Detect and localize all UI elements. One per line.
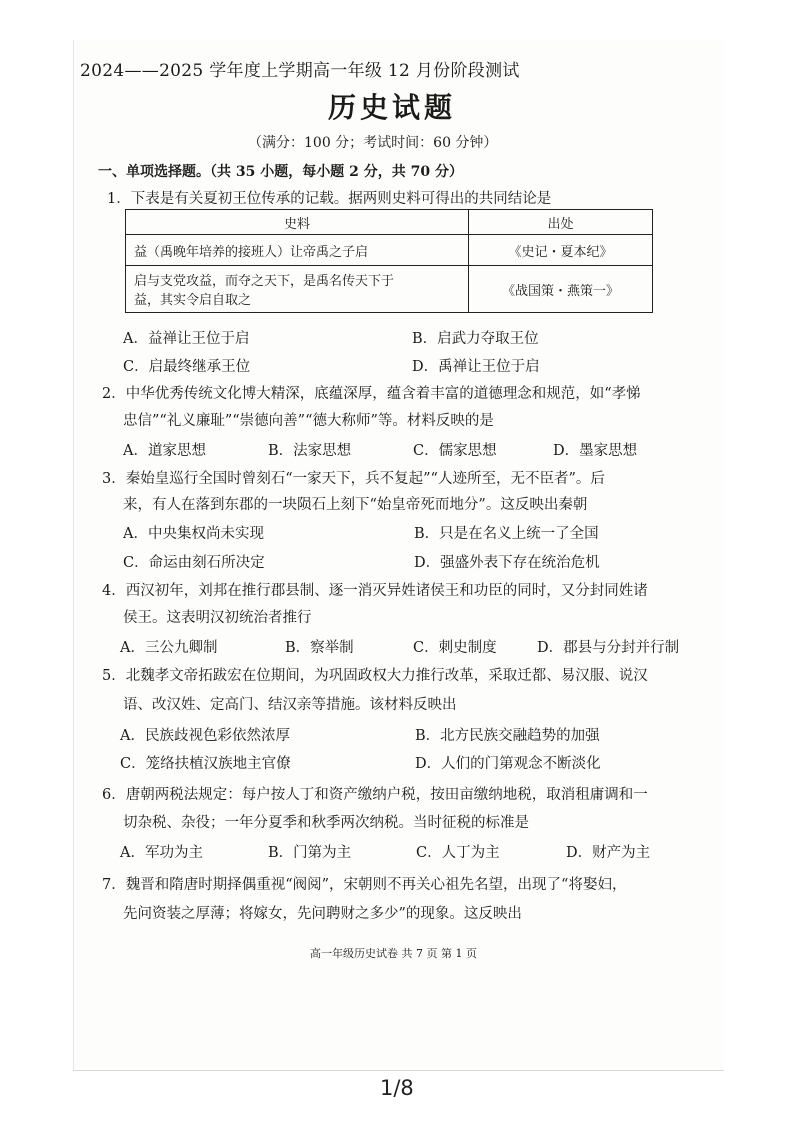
q5-option-d: D．人们的门第观念不断淡化 — [415, 756, 601, 772]
q1-option-a: A．益禅让王位于启 — [123, 331, 250, 347]
table-header-origin: 出处 — [469, 210, 653, 235]
q6-option-a: A．军功为主 — [120, 845, 203, 861]
table-row — [126, 266, 653, 313]
q1-source-table — [125, 209, 653, 313]
q3-line-1: 3．秦始皇巡行全国时曾刻石“一家天下，兵不复起”“人迹所至，无不臣者”。后 — [102, 471, 605, 487]
q7-line-1: 7．魏晋和隋唐时期择偶重视“阀阅”，宋朝则不再关心祖先名望，出现了“将娶妇， — [102, 877, 627, 893]
q3-option-d: D．强盛外表下存在统治危机 — [414, 555, 600, 571]
subject-title: 历史试题 — [328, 91, 457, 124]
q4-option-a: A．三公九卿制 — [120, 640, 218, 656]
exam-title: 2024——2025 学年度上学期高一年级 12 月份阶段测试 — [80, 61, 520, 81]
q2-option-a: A．道家思想 — [123, 443, 206, 459]
q4-line-1: 4．西汉初年，刘邦在推行郡县制、逐一消灭异姓诸侯王和功臣的同时，又分封同姓诸 — [102, 583, 648, 599]
q1-option-c: C．启最终继承王位 — [123, 359, 251, 375]
q5-option-c: C．笼络扶植汉族地主官僚 — [120, 756, 291, 772]
table-cell-quote: 益（禹晚年培养的接班人）让帝禹之子启 — [126, 235, 469, 266]
q6-option-c: C．人丁为主 — [416, 845, 500, 861]
q4-option-b: B．察举制 — [285, 640, 354, 656]
q2-line-1: 2．中华优秀传统文化博大精深，底蕴深厚，蕴含着丰富的道德理念和规范，如“孝悌 — [102, 386, 641, 402]
q5-option-b: B．北方民族交融趋势的加强 — [415, 728, 600, 744]
q4-line-2: 侯王。这表明汉初统治者推行 — [123, 610, 312, 626]
table-header-source: 史料 — [126, 210, 469, 235]
q6-line-1: 6．唐朝两税法规定：每户按人丁和资产缴纳户税，按田亩缴纳地税，取消租庸调和一 — [102, 787, 648, 803]
q6-line-2: 切杂税、杂役；一年分夏季和秋季两次纳税。当时征税的标准是 — [123, 815, 529, 831]
table-cell-origin: 《史记・夏本纪》 — [469, 235, 653, 266]
q6-option-b: B．门第为主 — [268, 845, 352, 861]
q3-line-2: 来，有人在落到东郡的一块陨石上刻下“始皇帝死而地分”。这反映出秦朝 — [123, 497, 588, 513]
q5-option-a: A．民族歧视色彩依然浓厚 — [120, 728, 290, 744]
table-cell-quote: 启与支党攻益，而夺之天下，是禹名传天下于 益，其实令启自取之 — [126, 266, 469, 313]
q3-option-c: C．命运由刻石所决定 — [123, 555, 265, 571]
q1-option-b: B．启武力夺取王位 — [412, 331, 539, 347]
q4-option-d: D．郡县与分封并行制 — [537, 640, 680, 656]
table-cell-origin: 《战国策・燕策一》 — [469, 266, 653, 313]
q2-line-2: 忠信”“礼义廉耻”“崇德向善”“德大称师”等。材料反映的是 — [123, 413, 494, 429]
q4-option-c: C．刺史制度 — [413, 640, 497, 656]
score-info: （满分：100 分；考试时间：60 分钟） — [248, 135, 498, 151]
section-title: 一、单项选择题。（共 35 小题，每小题 2 分，共 70 分） — [98, 164, 463, 180]
q2-option-c: C．儒家思想 — [413, 443, 497, 459]
page-footer: 高一年级历史试卷 共 7 页 第 1 页 — [310, 947, 477, 960]
q6-option-d: D．财产为主 — [566, 845, 651, 861]
q2-option-b: B．法家思想 — [268, 443, 352, 459]
q1-option-d: D．禹禅让王位于启 — [412, 359, 540, 375]
table-row — [126, 235, 653, 266]
page-indicator: 1/8 — [380, 1076, 414, 1100]
q5-line-2: 语、改汉姓、定高门、结汉亲等措施。该材料反映出 — [123, 697, 457, 713]
q3-option-b: B．只是在名义上统一了全国 — [414, 526, 599, 542]
q7-line-2: 先问资装之厚薄；将嫁女，先问聘财之多少”的现象。这反映出 — [123, 906, 522, 922]
q3-option-a: A．中央集权尚未实现 — [123, 526, 264, 542]
q1-stem: 1．下表是有关夏初王位传承的记载。据两则史料可得出的共同结论是 — [107, 191, 552, 207]
q2-option-d: D．墨家思想 — [553, 443, 638, 459]
q5-line-1: 5．北魏孝文帝拓跋宏在位期间，为巩固政权大力推行改革，采取迁都、易汉服、说汉 — [102, 668, 648, 684]
